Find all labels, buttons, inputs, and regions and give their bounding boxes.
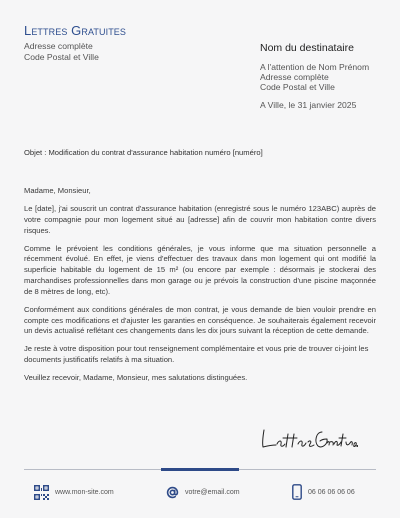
closing: Veuillez recevoir, Madame, Monsieur, mes salutations distinguées. xyxy=(24,373,248,383)
at-sign-icon xyxy=(166,486,179,499)
footer-email-text: votre@email.com xyxy=(185,488,240,496)
salutation: Madame, Monsieur, xyxy=(24,186,91,195)
letter-date: A Ville, le 31 janvier 2025 xyxy=(260,100,357,110)
sender-address: Adresse complète xyxy=(24,41,93,51)
letter-subject: Objet : Modification du contrat d'assurance habitation numéro [numéro] xyxy=(24,148,263,157)
recipient-postal-city: Code Postal et Ville xyxy=(260,81,335,92)
recipient-name: Nom du destinataire xyxy=(260,42,354,54)
paragraph: Le [date], j'ai souscrit un contrat d'assurance habitation (enregistré sous le numéro 123ABC) auprès de votre compagnie pour mon logement situé au [adresse] afin de couvrir mon habitation contre divers risques. xyxy=(24,203,376,235)
recipient-block xyxy=(260,63,369,92)
sender-postal-city: Code Postal et Ville xyxy=(24,51,99,62)
footer-accent-bar xyxy=(161,468,239,471)
paragraph: Conformément aux conditions générales de mon contrat, je vous demande de bien vouloir prendre en compte ces modifications et d'ajuster les garanties en conséquence. Je souhaiterais également recevoir un devis actualisé reflétant ces changements dans les dix jours suivant la réception de cette demande. xyxy=(24,304,376,336)
letter-body xyxy=(24,186,376,391)
qr-code-icon xyxy=(34,485,49,500)
footer-email[interactable] xyxy=(166,484,240,500)
recipient-attention: A l'attention de Nom Prénom xyxy=(260,62,370,72)
footer-website-text: www.mon-site.com xyxy=(55,488,114,496)
handwritten-signature xyxy=(258,420,358,454)
brand-logo-text: Lettres Gratuites xyxy=(24,23,126,38)
footer-phone[interactable] xyxy=(292,484,355,500)
recipient-address: Adresse complète xyxy=(260,71,329,82)
paragraph: Je reste à votre disposition pour tout renseignement complémentaire et vous prie de trouver ci-joint les documents justificatifs relatifs à ma situation. xyxy=(24,344,369,365)
sender-block xyxy=(24,41,99,62)
paragraph: Comme le prévoient les conditions générales, je vous informe que ma situation personnelle a récemment évolué. En effet, je viens d'effectuer des travaux dans mon logement qui ont modifié la superficie habitable du logement de 15 m² (ou encore par exemple : désormais je stockerai des marchandises professionnelles dans mon garage ou je prévois la construction d'une piscine maçonnée de 8 mètres de long, etc). xyxy=(24,243,376,296)
smartphone-icon xyxy=(292,484,302,500)
footer-phone-text: 06 06 06 06 06 xyxy=(308,488,355,496)
footer-website[interactable] xyxy=(34,484,114,500)
